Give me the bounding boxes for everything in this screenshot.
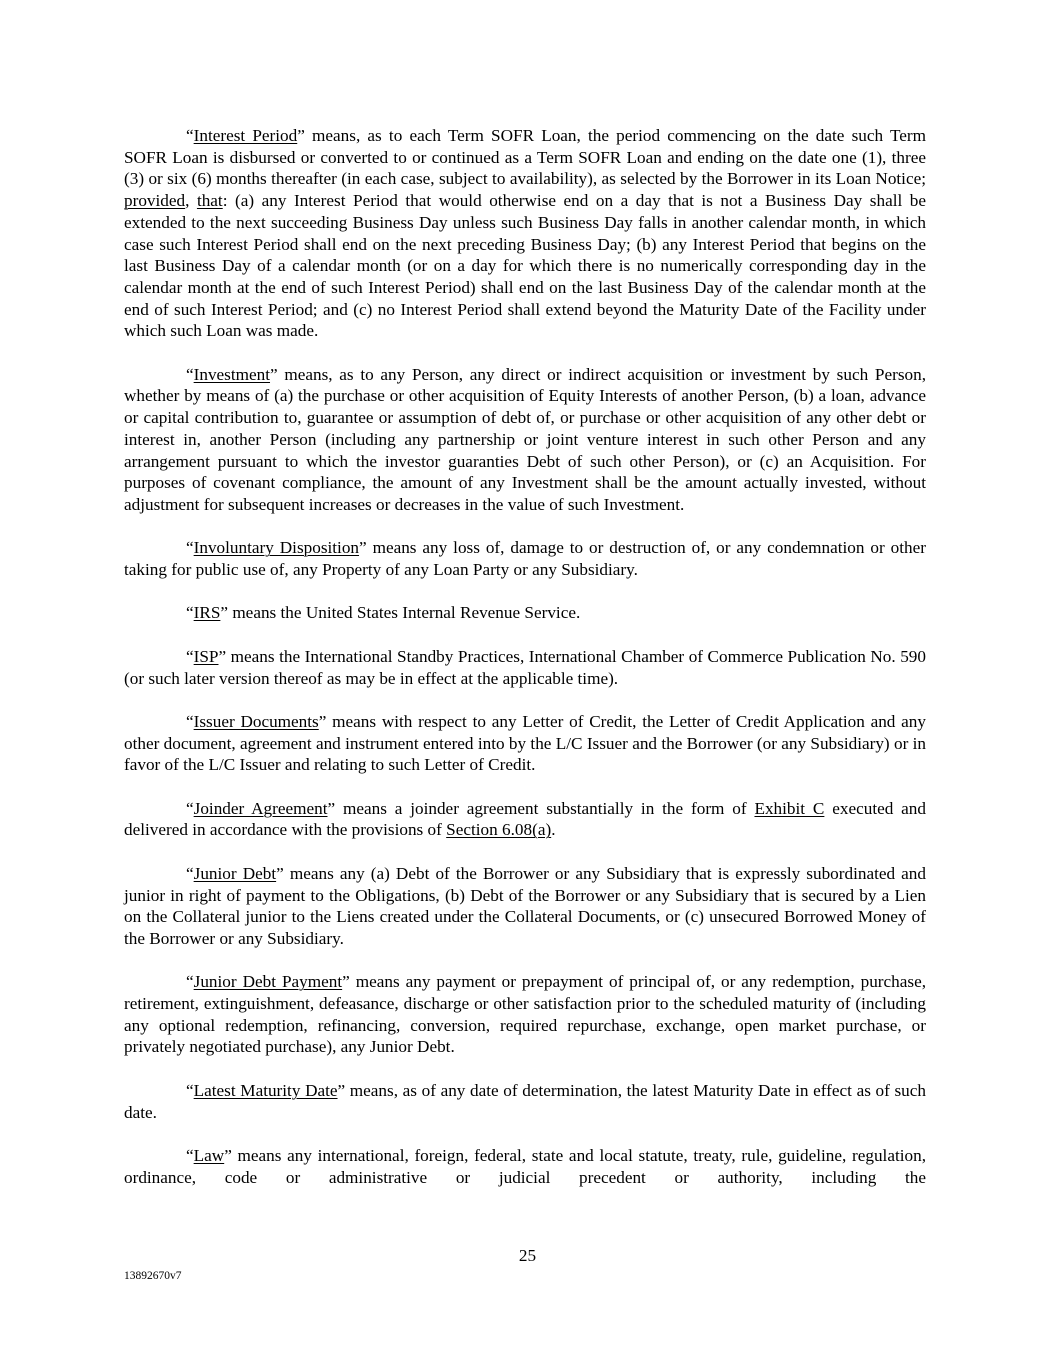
- defined-term: Investment: [193, 364, 271, 384]
- defined-term: Law: [193, 1145, 225, 1165]
- open-quote: “: [186, 603, 194, 623]
- proviso-term: that: [196, 191, 223, 211]
- definition-issuer-documents: [124, 711, 926, 776]
- definition-text: ” means any loss of, damage to or destruction of, or any condemnation or other taking for public use of, any Property of any Loan Party or any Subsidiary.: [124, 538, 926, 580]
- definition-text: ” means any payment or prepayment of principal of, or any redemption, purchase, retirement, extinguishment, defeasance, discharge or other satisfaction prior to the scheduled maturity of (including any optional redemption, refinancing, conversion, required repurchase, exchange, open market purchase, or privately negotiated purchase), any Junior Debt.: [124, 972, 926, 1057]
- open-quote: “: [186, 1080, 194, 1100]
- definition-text: ” means, as to each Term SOFR Loan, the period commencing on the date such Term SOFR Loan is disbursed or converted to or continued as a Term SOFR Loan and ending on the date one (1), three (3) or six (6) months thereafter (in each case, subject to availability), as selected by the Borrower in its Loan Notice;: [124, 126, 926, 189]
- open-quote: “: [186, 1145, 194, 1165]
- exhibit-reference: Exhibit C: [754, 798, 825, 818]
- period-text: .: [551, 820, 556, 840]
- definition-investment: [124, 364, 926, 516]
- definition-text: ” means, as to any Person, any direct or indirect acquisition or investment by such Person, whether by means of (a) the purchase or other acquisition of Equity Interests of another Person, (b) a loan, advance or capital contribution to, guarantee or assumption of debt of, or purchase or other acquisition of any other debt or interest in, another Person (including any partnership or joint venture interest in such other Person and any arrangement pursuant to which the investor guaranties Debt of such other Person), or (c) an Acquisition. For purposes of covenant compliance, the amount of any Investment shall be the amount actually invested, without adjustment for subsequent increases or decreases in the value of such Investment.: [124, 364, 926, 514]
- definition-text: : (a) any Interest Period that would otherwise end on a day that is not a Business Day shall be extended to the next succeeding Business Day unless such Business Day falls in another calendar month, in which case such Interest Period shall end on the next preceding Business Day; (b) any Interest Period that begins on the last Business Day of a calendar month (or on a day for which there is no numerically corresponding day in the calendar month at the end of such Interest Period) shall end on the last Business Day of the calendar month at the end of such Interest Period; and (c) no Interest Period shall extend beyond the Maturity Date of the Facility under which such Loan was made.: [124, 191, 927, 341]
- definition-joinder-agreement: [124, 798, 926, 841]
- definition-text: ” means, as of any date of determination, the latest Maturity Date in effect as of such date.: [124, 1080, 926, 1122]
- definition-latest-maturity-date: [124, 1080, 926, 1123]
- definition-junior-debt: [124, 863, 926, 950]
- definition-text: ” means with respect to any Letter of Credit, the Letter of Credit Application and any other document, agreement and instrument entered into by the L/C Issuer and the Borrower (or any Subsidiary) or in favor of the L/C Issuer and relating to such Letter of Credit.: [124, 711, 926, 775]
- open-quote: “: [186, 126, 194, 145]
- defined-term: Involuntary Disposition: [193, 538, 360, 558]
- open-quote: “: [186, 972, 194, 992]
- proviso-term: provided: [124, 191, 186, 211]
- open-quote: “: [186, 711, 194, 731]
- definition-junior-debt-payment: [124, 971, 926, 1058]
- definition-text: ” means any international, foreign, federal, state and local statute, treaty, rule, guideline, regulation, ordinance, code or administrative or judicial precedent or authority, including the: [124, 1145, 926, 1187]
- defined-term: ISP: [193, 646, 219, 666]
- definition-text: executed and delivered in accordance with the provisions of: [124, 798, 926, 840]
- open-quote: “: [186, 538, 194, 558]
- document-body: [124, 125, 926, 1188]
- section-reference: Section 6.08(a): [446, 820, 552, 840]
- definition-isp: [124, 646, 926, 689]
- open-quote: “: [186, 364, 194, 384]
- defined-term: Joinder Agreement: [193, 798, 328, 818]
- comma-text: ,: [185, 191, 197, 211]
- open-quote: “: [186, 646, 194, 666]
- definition-text: ” means a joinder agreement substantially in the form of: [327, 798, 755, 818]
- page-number: 25: [518, 1246, 537, 1265]
- defined-term: Junior Debt: [193, 863, 277, 883]
- definition-interest-period: [124, 125, 926, 342]
- definition-text: ” means the United States Internal Revenue Service.: [220, 603, 581, 623]
- definition-text: ” means any (a) Debt of the Borrower or any Subsidiary that is expressly subordinated and junior in right of payment to the Obligations, (b) Debt of the Borrower or any Subsidiary that is secured by a Lien on the Collateral junior to the Liens created under the Collateral Documents, or (c) unsecured Borrowed Money of the Borrower or any Subsidiary.: [124, 863, 926, 948]
- defined-term: Interest Period: [193, 126, 298, 145]
- defined-term: Junior Debt Payment: [193, 972, 343, 992]
- definition-text: ” means the International Standby Practices, International Chamber of Commerce Publication No. 590 (or such later version thereof as may be in effect at the applicable time).: [124, 646, 926, 688]
- defined-term: IRS: [193, 603, 221, 623]
- defined-term: Issuer Documents: [193, 711, 319, 731]
- definition-law: [124, 1145, 926, 1188]
- definition-involuntary-disposition: [124, 537, 926, 580]
- open-quote: “: [186, 863, 194, 883]
- defined-term: Latest Maturity Date: [193, 1080, 338, 1100]
- document-id: 13892670v7: [124, 1270, 182, 1282]
- open-quote: “: [186, 798, 194, 818]
- definition-irs: [124, 602, 926, 624]
